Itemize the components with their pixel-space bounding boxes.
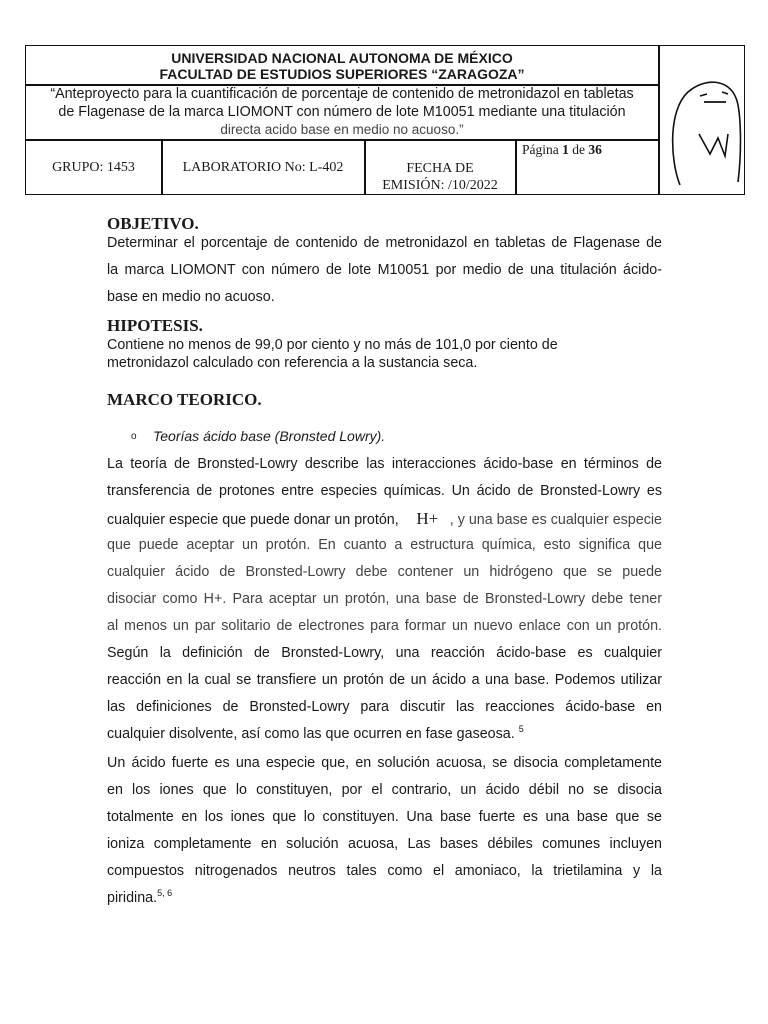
text-line: Determinar el porcentaje de contenido de metronidazol en tabletas de Flagenase de (107, 235, 662, 251)
page-number: 1 (562, 142, 569, 157)
text-line: compuestos nitrogenados neutros tales como el amoniaco, la trietilamina y la (107, 863, 662, 879)
date-cell (365, 160, 515, 194)
document-header (25, 45, 745, 195)
bullet-item: Teorías ácido base (Bronsted Lowry). (153, 428, 386, 444)
text-line: cualquier ácido de Bronsted-Lowry debe contener un hidrógeno que se puede (107, 564, 662, 580)
hipotesis-heading: HIPOTESIS. (107, 316, 203, 335)
objetivo-paragraph (107, 230, 662, 311)
text-line: base en medio no acuoso. (107, 289, 275, 305)
text-line (107, 885, 662, 912)
hipotesis-paragraph (107, 336, 662, 372)
text-line: en los iones que lo constituyen, por el contrario, un ácido débil no se disocia (107, 782, 662, 798)
text-line: Un ácido fuerte es una especie que, en solución acuosa, se disocia completamente (107, 755, 662, 771)
text-line: La teoría de Bronsted-Lowry describe las interacciones ácido-base en términos de (107, 456, 662, 472)
date-value: EMISIÓN: /10/2022 (382, 178, 498, 193)
university-name: UNIVERSIDAD NACIONAL AUTONOMA DE MÉXICO (171, 50, 513, 66)
lab-cell: LABORATORIO No: L-402 (182, 160, 344, 175)
page-label: Página (522, 142, 559, 157)
reference-number: 5, 6 (157, 888, 173, 898)
text-segment: cualquier disolvente, así como las que ocurren en fase gaseosa. (107, 726, 515, 742)
face-drawing-icon (666, 50, 742, 190)
text-line: transferencia de protones entre especies químicas. Un ácido de Bronsted-Lowry es (107, 483, 662, 499)
marco-paragraph-2 (107, 750, 662, 912)
text-line: la marca LIOMONT con número de lote M10051 por medio de una titulación ácido- (107, 262, 662, 278)
text-line (107, 721, 662, 748)
objetivo-heading: OBJETIVO. (107, 214, 199, 233)
text-line: Contiene no menos de 99,0 por ciento y no más de 101,0 por ciento de (107, 337, 558, 353)
project-title-line: de Flagenase de la marca LIOMONT con número de lote M10051 mediante una titulación (58, 104, 626, 120)
text-segment: , y una base es cualquier especie (449, 512, 662, 528)
text-line: metronidazol calculado con referencia a la sustancia seca. (107, 355, 478, 371)
text-line: reacción en la cual se transfiere un protón de un ácido a una base. Podemos utilizar (107, 672, 662, 688)
text-line: disociar como H+. Para aceptar un protón, una base de Bronsted-Lowry debe tener (107, 591, 662, 607)
text-line: ioniza completamente en solución acuosa, Las bases débiles comunes incluyen (107, 836, 662, 852)
text-line: totalmente en los iones que lo constituyen. Una base fuerte es una base que se (107, 809, 662, 825)
project-title-line: directa acido base en medio no acuoso.” (220, 122, 464, 137)
text-segment: cualquier especie que puede donar un protón, (107, 512, 399, 528)
text-segment: piridina. (107, 890, 158, 906)
marco-heading: MARCO TEORICO. (107, 390, 262, 409)
reference-number: 5 (518, 724, 524, 734)
h-plus-symbol: H+ (416, 509, 439, 528)
date-label: FECHA DE (406, 161, 474, 176)
text-line: al menos un par solitario de electrones para formar un nuevo enlace con un protón. (107, 618, 662, 634)
marco-paragraph-1 (107, 451, 662, 748)
project-title-line: “Anteproyecto para la cuantificación de porcentaje de contenido de metronidazol en tabletas (50, 86, 634, 102)
page-cell (522, 142, 602, 158)
bullet-mark: o (131, 431, 137, 442)
group-cell: GRUPO: 1453 (52, 160, 135, 175)
text-line: que puede aceptar un protón. En cuanto a estructura química, esto significa que (107, 537, 662, 553)
page-of: de (572, 142, 585, 157)
page-total: 36 (588, 142, 602, 157)
text-line: Según la definición de Bronsted-Lowry, una reacción ácido-base es cualquier (107, 645, 662, 661)
divider (658, 46, 660, 194)
text-line: las definiciones de Bronsted-Lowry para discutir las reacciones ácido-base en (107, 699, 662, 715)
divider (26, 139, 658, 141)
faculty-name: FACULTAD DE ESTUDIOS SUPERIORES “ZARAGOZA” (159, 66, 525, 82)
divider (515, 139, 517, 194)
text-line (107, 505, 662, 532)
